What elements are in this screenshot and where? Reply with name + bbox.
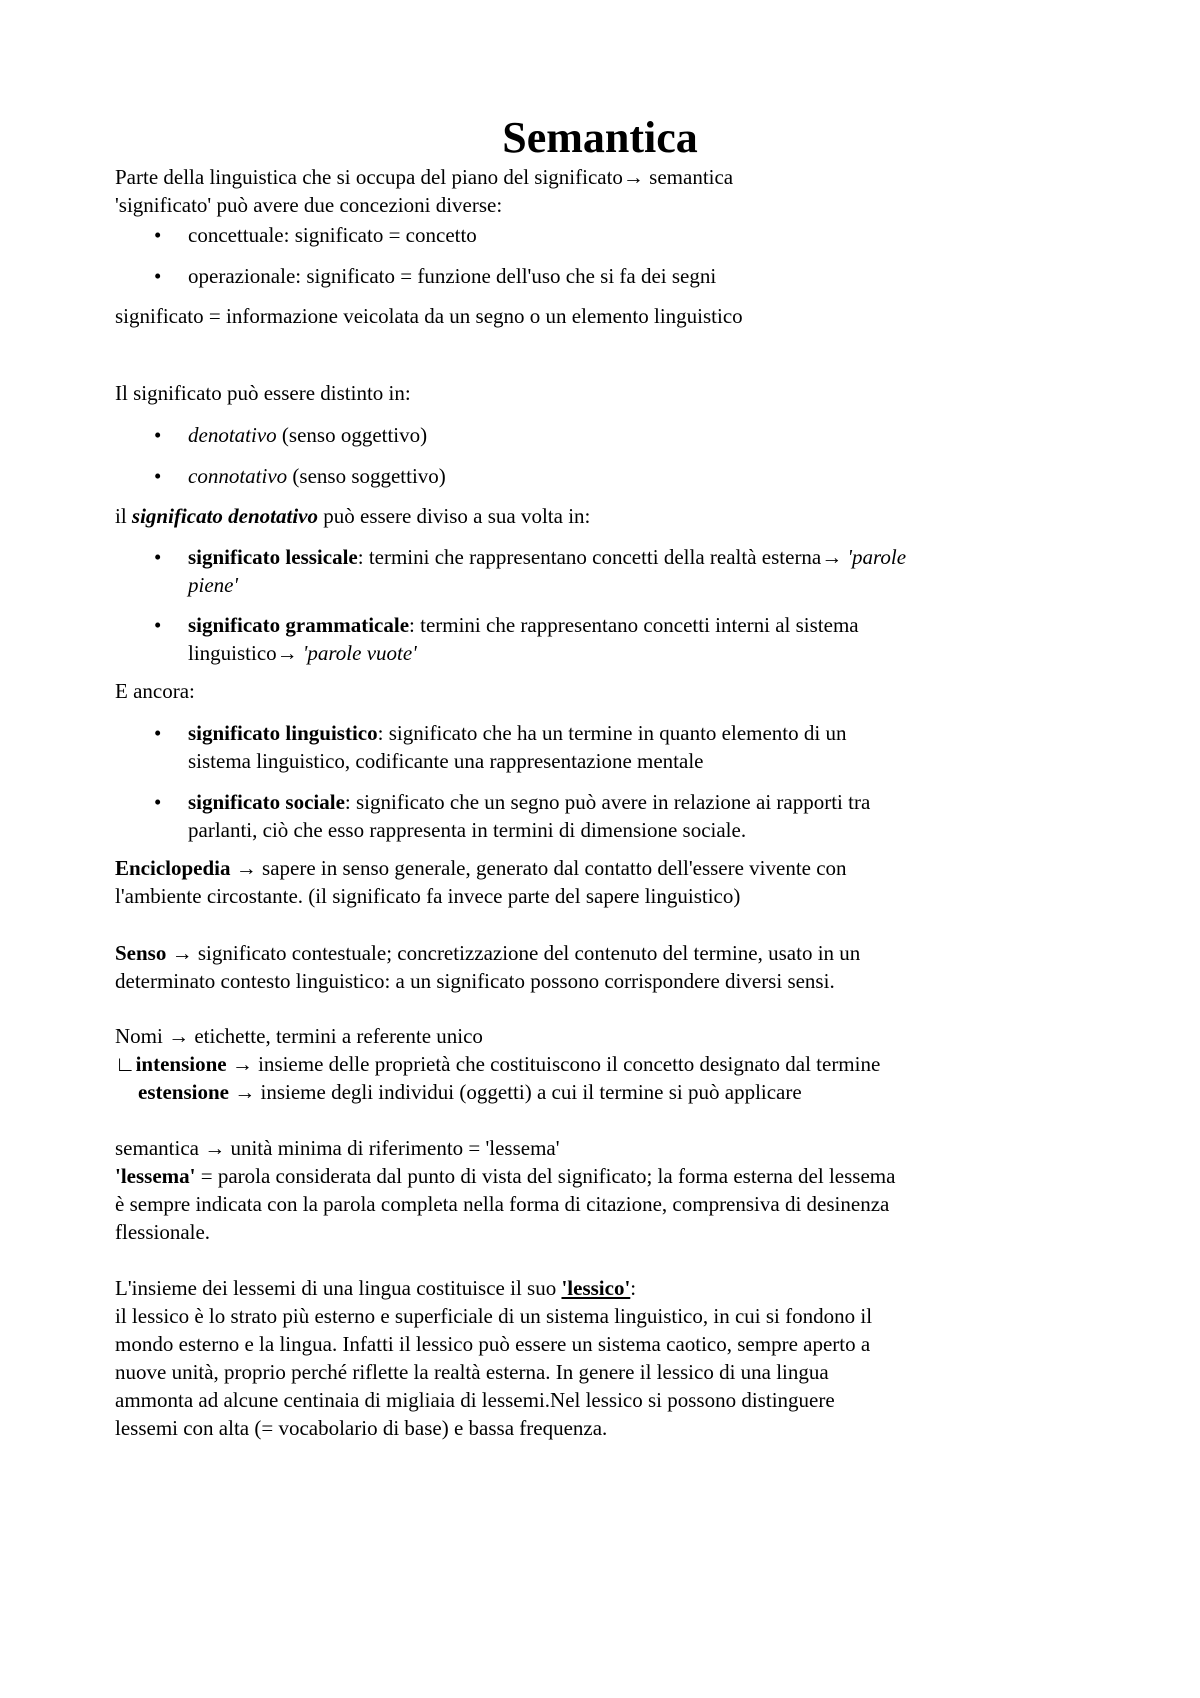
text-run: (senso soggettivo) — [287, 464, 446, 488]
text-run: può essere diviso a sua volta in: — [318, 504, 591, 528]
list-item — [154, 262, 717, 290]
emphasized-text: Enciclopedia — [115, 856, 231, 880]
text-run: Nomi → etichette, termini a referente unico — [115, 1024, 483, 1048]
text-run: concettuale: significato = concetto — [188, 223, 477, 247]
emphasized-text: intensione — [135, 1052, 227, 1076]
text-run: : — [630, 1276, 637, 1300]
text-run: E ancora: — [115, 679, 195, 703]
list-item — [154, 788, 871, 844]
emphasized-text: significato denotativo — [131, 504, 318, 528]
paragraph — [115, 163, 733, 191]
text-run: → sapere in senso generale, generato dal contatto dell'essere vivente con l'ambiente circostante. (il significato fa invece parte del sapere linguistico) — [115, 856, 847, 908]
text-run: operazionale: significato = funzione dell'uso che si fa dei segni — [188, 264, 717, 288]
text-run: Parte della linguistica che si occupa del piano del significato→ semantica — [115, 165, 734, 189]
text-run: : termini che rappresentano concetti della realtà esterna→ — [357, 545, 848, 569]
text-run: ∟ — [115, 1052, 136, 1076]
emphasized-text: 'parole piene' — [188, 545, 907, 597]
paragraph — [115, 191, 502, 219]
emphasized-text: denotativo — [188, 423, 277, 447]
list-item — [154, 221, 477, 249]
text-run: significato = informazione veicolata da un segno o un elemento linguistico — [115, 304, 743, 328]
text-run: → insieme degli individui (oggetti) a cui il termine si può applicare — [229, 1080, 802, 1104]
bullet-icon: • — [154, 264, 162, 288]
list-item — [154, 719, 847, 775]
paragraph — [115, 939, 860, 995]
emphasized-text: significato linguistico — [188, 721, 378, 745]
list-item — [154, 421, 428, 449]
text-run: L'insieme dei lessemi di una lingua costituisce il suo — [115, 1276, 562, 1300]
bullet-icon: • — [154, 423, 162, 447]
emphasized-text: 'parole vuote' — [302, 641, 417, 665]
paragraph — [115, 379, 411, 407]
list-item — [154, 543, 907, 599]
list-item — [154, 611, 859, 667]
emphasized-text: estensione — [138, 1080, 229, 1104]
emphasized-text: connotativo — [188, 464, 288, 488]
text-run: semantica → unità minima di riferimento = 'lessema' — [115, 1136, 560, 1160]
paragraph — [115, 1134, 560, 1162]
text-run: : significato che ha un termine in quanto elemento di un sistema linguistico, codificante una rappresentazione mentale — [188, 721, 847, 773]
bullet-icon: • — [154, 613, 162, 637]
bullet-icon: • — [154, 223, 162, 247]
paragraph — [115, 854, 847, 910]
emphasized-text: significato grammaticale — [188, 613, 410, 637]
page-title: Semantica — [502, 113, 698, 162]
emphasized-text: 'lessico' — [561, 1276, 631, 1300]
text-run: (senso oggettivo) — [276, 423, 428, 447]
paragraph — [115, 1274, 636, 1302]
text-run: il lessico è lo strato più esterno e superficiale di un sistema linguistico, in cui si fondono il mondo esterno e la lingua. Infatti il lessico può essere un sistema caotico, sempre aperto a nuove unità, proprio perché riflette la realtà esterna. In genere il lessico di una lingua ammonta ad alcune centinaia di migliaia di lessemi.Nel lessico si possono distinguere lessemi con alta (= vocabolario di base) e bassa frequenza. — [115, 1304, 873, 1440]
bullet-icon: • — [154, 790, 162, 814]
emphasized-text: 'lessema' — [115, 1164, 196, 1188]
bullet-icon: • — [154, 464, 162, 488]
paragraph — [115, 502, 590, 530]
text-run: 'significato' può avere due concezioni diverse: — [115, 193, 503, 217]
paragraph — [138, 1078, 802, 1106]
text-run: Il significato può essere distinto in: — [115, 381, 411, 405]
emphasized-text: significato sociale — [188, 790, 345, 814]
text-run: = parola considerata dal punto di vista del significato; la forma esterna del lessema è sempre indicata con la parola completa nella forma di citazione, comprensiva di desinenza flessionale. — [115, 1164, 896, 1244]
paragraph — [115, 1050, 880, 1078]
text-run: : significato che un segno può avere in relazione ai rapporti tra parlanti, ciò che esso rappresenta in termini di dimensione sociale. — [188, 790, 871, 842]
text-run: → significato contestuale; concretizzazione del contenuto del termine, usato in un determinato contesto linguistico: a un significato possono corrispondere diversi sensi. — [115, 941, 861, 993]
text-run: : termini che rappresentano concetti interni al sistema linguistico→ — [188, 613, 859, 665]
emphasized-text: Senso — [115, 941, 167, 965]
list-item — [154, 462, 446, 490]
bullet-icon: • — [154, 545, 162, 569]
text-run: il — [115, 504, 132, 528]
bullet-icon: • — [154, 721, 162, 745]
paragraph — [115, 1302, 872, 1442]
text-run: → insieme delle proprietà che costituiscono il concetto designato dal termine — [226, 1052, 881, 1076]
paragraph — [115, 1022, 483, 1050]
paragraph — [115, 302, 743, 330]
paragraph — [115, 1162, 895, 1246]
paragraph — [115, 677, 195, 705]
emphasized-text: significato lessicale — [188, 545, 358, 569]
